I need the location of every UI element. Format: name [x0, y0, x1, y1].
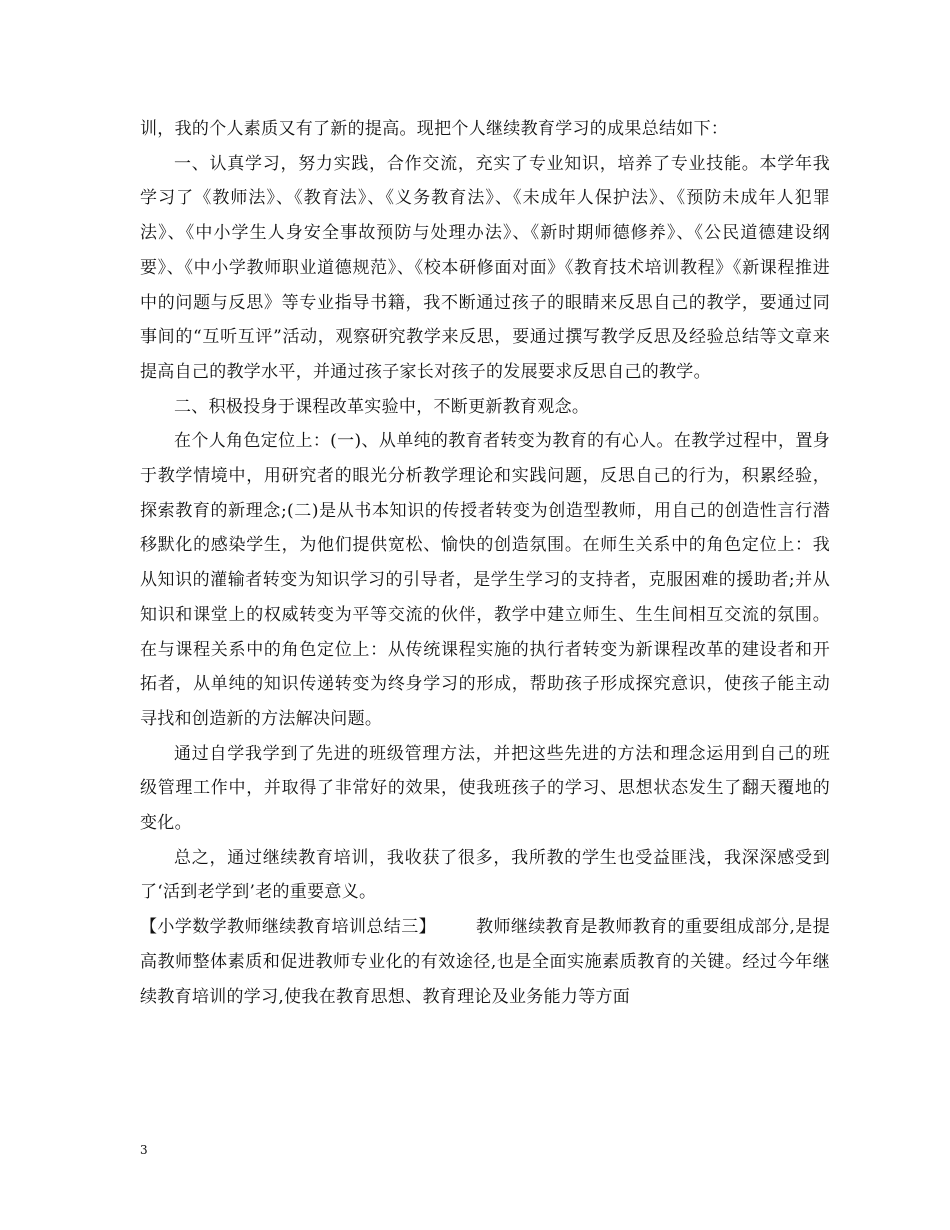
paragraph-class-management: 通过自学我学到了先进的班级管理方法，并把这些先进的方法和理念运用到自己的班级管理工作中，并取得了非常好的效果，使我班孩子的学习、思想状态发生了翻天覆地的变化。 — [140, 743, 830, 834]
section-title: 【小学数学教师继续教育培训总结三】 — [140, 917, 437, 938]
document-body — [140, 112, 830, 1014]
section-text: 教师继续教育是教师教育的重要组成部分,是提高教师整体素质和促进教师专业化的有效途径,也是全面实施素质教育的关键。经过今年继续教育培训的学习,使我在教育思想、教育理论及业务能力等方面 — [140, 917, 830, 1007]
paragraph-conclusion: 总之，通过继续教育培训，我收获了很多，我所教的学生也受益匪浅，我深深感受到了‘活到老学到’老的重要意义。 — [140, 847, 830, 903]
paragraph-role: 在个人角色定位上：(一)、从单纯的教育者转变为教育的有心人。在教学过程中，置身于教学情境中，用研究者的眼光分析教学理论和实践问题，反思自己的行为，积累经验，探索教育的新理念;(二)是从书本知识的传授者转变为创造型教师，用自己的创造性言行潜移默化的感染学生，为他们提供宽松、愉快的创造氛围。在师生关系中的角色定位上：我从知识的灌输者转变为知识学习的引导者，是学生学习的支持者，克服困难的援助者;并从知识和课堂上的权威转变为平等交流的伙伴，教学中建立师生、生生间相互交流的氛围。在与课程关系中的角色定位上：从传统课程实施的执行者转变为新课程改革的建设者和开拓者，从单纯的知识传递转变为终身学习的形成，帮助孩子形成探究意识，使孩子能主动寻找和创造新的方法解决问题。 — [140, 431, 830, 729]
paragraph-continuation: 训，我的个人素质又有了新的提高。现把个人继续教育学习的成果总结如下： — [140, 119, 729, 139]
paragraph-study: 一、认真学习，努力实践，合作交流，充实了专业知识，培养了专业技能。本学年我学习了《教师法》、《教育法》、《义务教育法》、《未成年人保护法》、《预防未成年人犯罪法》、《中小学生人身安全事故预防与处理办法》、《新时期师德修养》、《公民道德建设纲要》、《中小学教师职业道德规范》、《校本研修面对面》《教育技术培训教程》《新课程推进中的问题与反思》等专业指导书籍，我不断通过孩子的眼睛来反思自己的教学，要通过同事间的“互听互评”活动，观察研究教学来反思，要通过撰写教学反思及经验总结等文章来提高自己的教学水平，并通过孩子家长对孩子的发展要求反思自己的教学。 — [140, 153, 830, 382]
section-three — [140, 910, 830, 1014]
page-number: 3 — [140, 1143, 148, 1157]
paragraph-reform-heading: 二、积极投身于课程改革实验中，不断更新教育观念。 — [174, 396, 590, 417]
